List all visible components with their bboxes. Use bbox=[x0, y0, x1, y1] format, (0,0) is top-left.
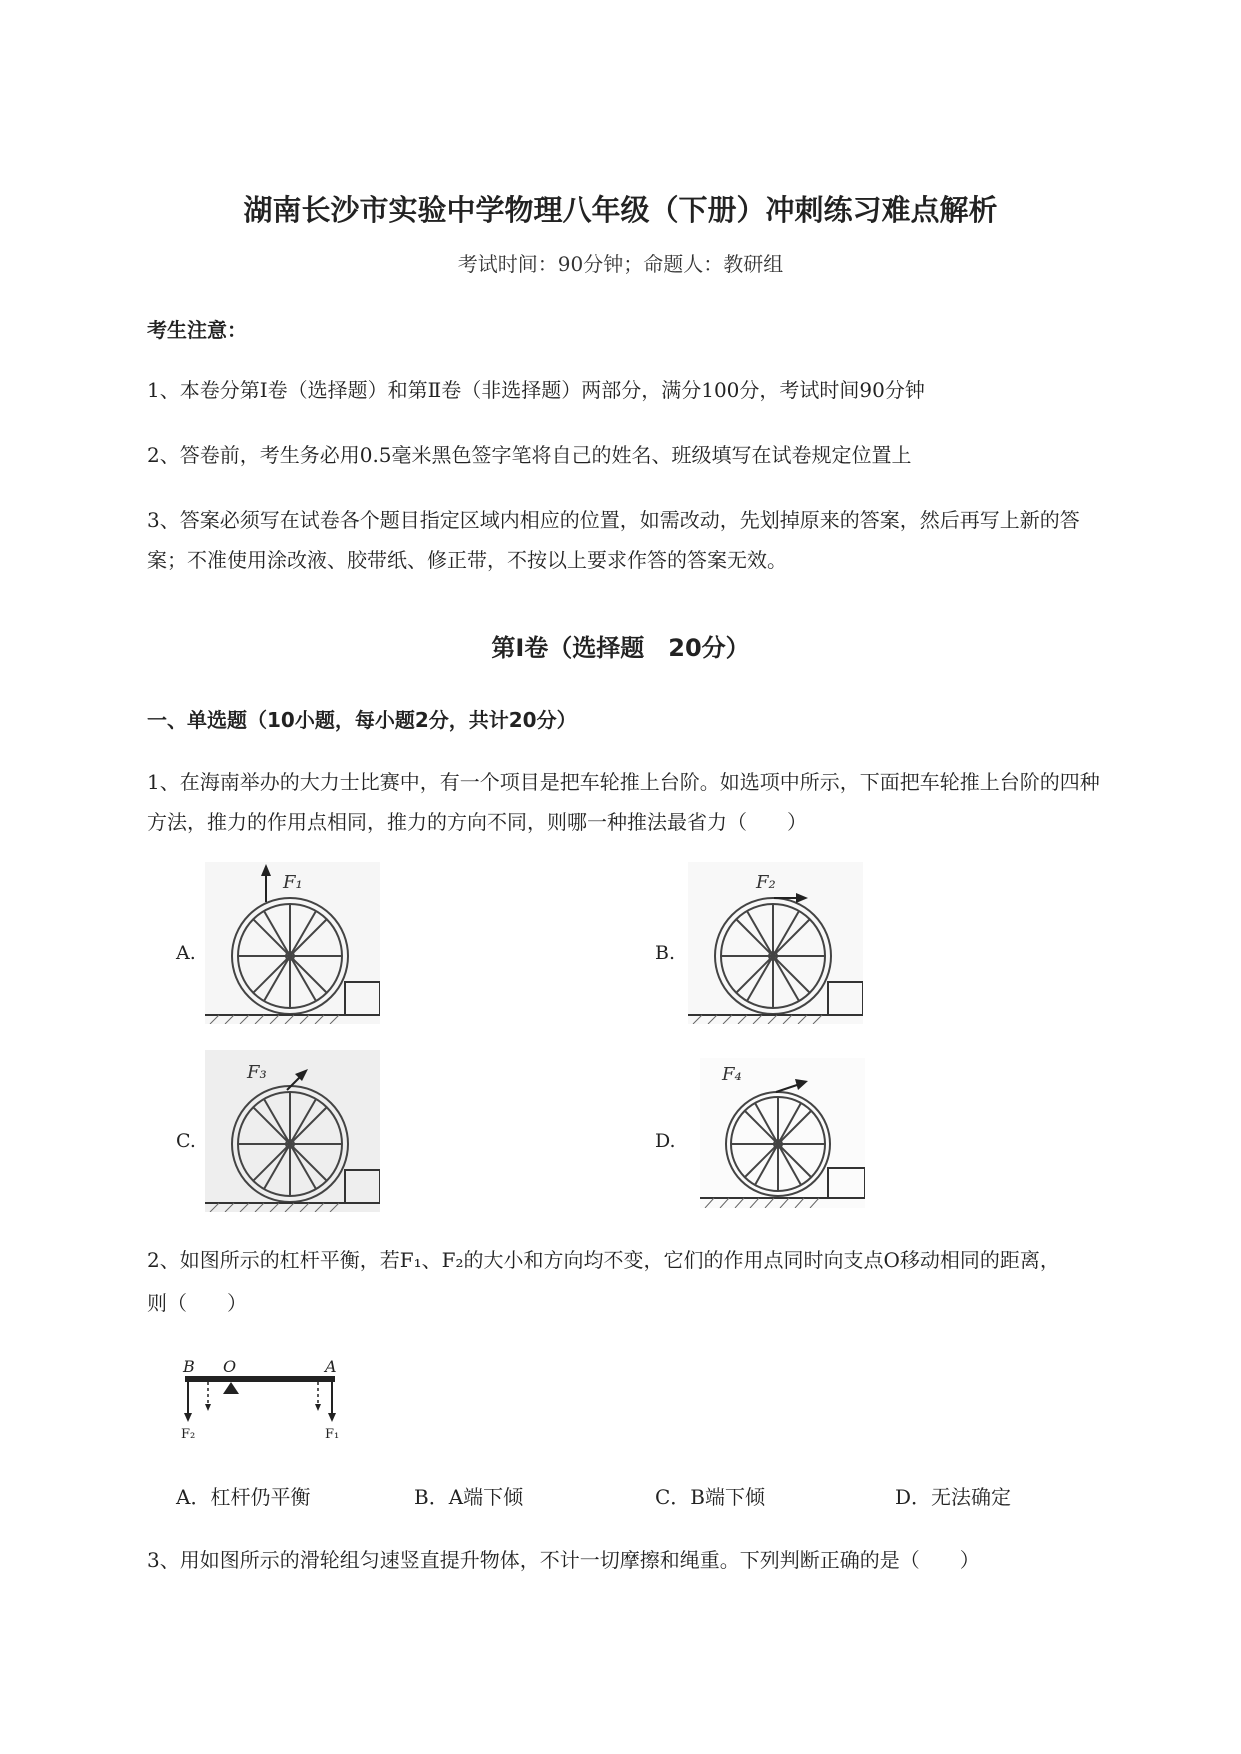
wheel-figure-c bbox=[205, 1050, 380, 1212]
q2-choice-d: D．无法确定 bbox=[895, 1485, 1012, 1509]
option-c-label: C. bbox=[176, 1130, 196, 1152]
q2-choice-b: B．A端下倾 bbox=[414, 1485, 524, 1509]
force-label-b: F₂ bbox=[756, 872, 776, 893]
force-label-c: F₃ bbox=[247, 1062, 267, 1083]
lever-label-f2: F₂ bbox=[181, 1427, 196, 1441]
question-2-stem-line2: 则（ ） bbox=[147, 1291, 247, 1315]
question-1-stem: 1、在海南举办的大力士比赛中，有一个项目是把车轮推上台阶。如选项中所示，下面把车轮推上台阶的四种方法，推力的作用点相同，推力的方向不同，则哪一种推法最省力（ ） bbox=[147, 770, 1100, 834]
option-a-label: A. bbox=[176, 942, 196, 964]
wheel-figure-b bbox=[688, 862, 863, 1024]
q2-choice-c: C．B端下倾 bbox=[655, 1485, 765, 1509]
lever-label-f1: F₁ bbox=[325, 1427, 340, 1441]
option-d-label: D. bbox=[655, 1130, 676, 1152]
lever-label-b: B bbox=[183, 1357, 195, 1376]
document-title: 湖南长沙市实验中学物理八年级（下册）冲刺练习难点解析 bbox=[243, 193, 998, 227]
lever-label-o: O bbox=[223, 1357, 237, 1376]
question-3-stem: 3、用如图所示的滑轮组匀速竖直提升物体，不计一切摩擦和绳重。下列判断正确的是（ ） bbox=[147, 1548, 980, 1572]
exam-info: 考试时间：90分钟；命题人：教研组 bbox=[457, 252, 784, 276]
lever-figure bbox=[175, 1356, 345, 1441]
wheel-figure-d bbox=[700, 1058, 865, 1208]
question-2-stem-line1: 2、如图所示的杠杆平衡，若F₁、F₂的大小和方向均不变，它们的作用点同时向支点O移动相同的距离， bbox=[147, 1248, 1060, 1272]
q2-choice-a: A．杠杆仍平衡 bbox=[176, 1485, 311, 1509]
notice-heading: 考生注意： bbox=[147, 318, 247, 342]
notice-2: 2、答卷前，考生务必用0.5毫米黑色签字笔将自己的姓名、班级填写在试卷规定位置上 bbox=[147, 443, 912, 467]
force-label-d: F₄ bbox=[722, 1064, 742, 1085]
section-title: 第Ⅰ卷（选择题 20分） bbox=[491, 634, 750, 662]
part-heading: 一、单选题（10小题，每小题2分，共计20分） bbox=[147, 708, 577, 732]
lever-label-a: A bbox=[325, 1357, 337, 1376]
wheel-figure-a bbox=[205, 862, 380, 1024]
option-b-label: B. bbox=[655, 942, 676, 964]
notice-1: 1、本卷分第Ⅰ卷（选择题）和第Ⅱ卷（非选择题）两部分，满分100分，考试时间90分钟 bbox=[147, 378, 925, 402]
force-label-a: F₁ bbox=[283, 872, 303, 893]
notice-3: 3、答案必须写在试卷各个题目指定区域内相应的位置，如需改动，先划掉原来的答案，然后再写上新的答案；不准使用涂改液、胶带纸、修正带，不按以上要求作答的答案无效。 bbox=[147, 508, 1080, 572]
